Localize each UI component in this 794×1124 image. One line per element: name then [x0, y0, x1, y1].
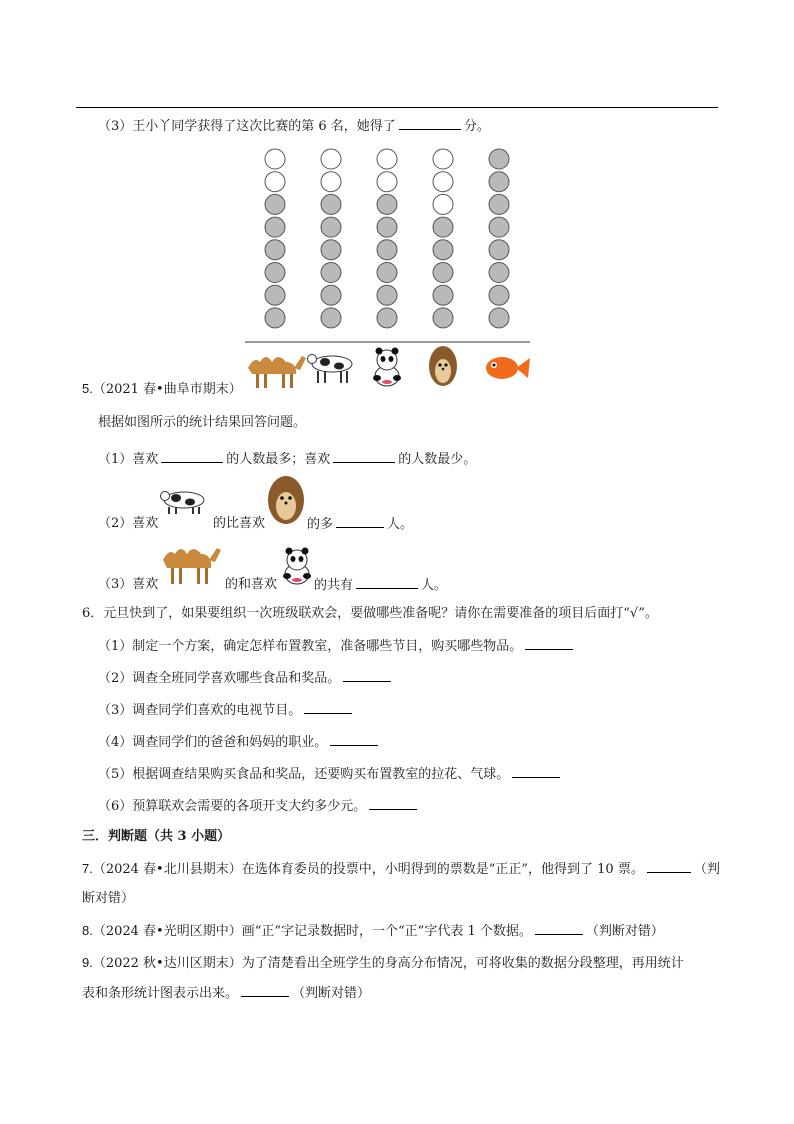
q7 — [82, 860, 720, 879]
q6-item-4 — [98, 733, 381, 752]
q5-intro: 根据如图所示的统计结果回答问题。 — [98, 415, 307, 430]
panda-circle-3 — [377, 263, 397, 283]
q5-p2-b: 的比喜欢 — [213, 516, 266, 531]
q9-line2 — [82, 984, 370, 1003]
cow-circle-6 — [321, 194, 341, 214]
goldfish-circle-2 — [489, 285, 509, 305]
panda-circle-1 — [377, 308, 397, 328]
q6-item-5 — [98, 765, 563, 784]
camel-circle-8 — [265, 149, 285, 169]
q5-p3-b: 的和喜欢 — [225, 577, 278, 592]
q7-number: 7. — [82, 861, 93, 876]
answer-blank[interactable] — [356, 576, 418, 589]
check-blank[interactable] — [369, 797, 417, 810]
goldfish-circle-3 — [489, 263, 509, 283]
hedgehog-circle-6 — [433, 194, 453, 214]
goldfish-circle-4 — [489, 240, 509, 260]
check-blank[interactable] — [512, 765, 560, 778]
camel-circle-6 — [265, 194, 285, 214]
hedgehog-circle-8 — [433, 149, 453, 169]
hedgehog-circle-3 — [433, 263, 453, 283]
camel-circle-3 — [265, 263, 285, 283]
q5-p1-a: （1）喜欢 — [98, 452, 159, 467]
cow-circle-5 — [321, 217, 341, 237]
q5-p3-d: 人。 — [421, 578, 448, 593]
panda-circle-2 — [377, 285, 397, 305]
check-blank[interactable] — [330, 733, 378, 746]
q5-p1-b: 的人数最多；喜欢 — [226, 452, 331, 467]
pictograph-chart — [240, 142, 540, 392]
camel-circle-2 — [265, 285, 285, 305]
q5-p2-d: 人。 — [387, 517, 414, 532]
hedgehog-circle-2 — [433, 285, 453, 305]
judge-blank[interactable] — [647, 860, 691, 873]
q9-source: （2022 秋•达川区期末） — [92, 956, 242, 971]
goldfish-circle-1 — [489, 308, 509, 328]
goldfish-circle-5 — [489, 217, 509, 237]
panda-circle-5 — [377, 217, 397, 237]
q5-part2-end — [307, 515, 413, 534]
cow-circle-8 — [321, 149, 341, 169]
judge-blank[interactable] — [535, 922, 583, 935]
q5-header — [82, 380, 242, 399]
q5-p1-c: 的人数最少。 — [398, 452, 477, 467]
panda-picture — [279, 546, 315, 586]
hedgehog-circle-1 — [433, 308, 453, 328]
cow-picture — [156, 484, 214, 526]
q5-source: （2021 春•曲阜市期末） — [92, 382, 242, 397]
q7-source: （2024 春•北川县期末） — [92, 862, 242, 877]
q6-item-text: （4）调查同学们的爸爸和妈妈的职业。 — [98, 735, 328, 750]
q5-p2-c: 的多 — [307, 517, 334, 532]
hedgehog-circle-5 — [433, 217, 453, 237]
hedgehog-circle-4 — [433, 240, 453, 260]
q6-item-3 — [98, 701, 355, 720]
q9-line2-text: 表和条形统计图表示出来。 — [82, 986, 239, 1001]
header-rule — [76, 107, 718, 108]
hedgehog-picture — [264, 472, 308, 526]
goldfish-icon — [486, 357, 530, 379]
q6-item-text: （5）根据调查结果购买食品和奖品，还要购买布置教室的拉花、气球。 — [98, 767, 510, 782]
camel-circle-1 — [265, 308, 285, 328]
q5-p3-c: 的共有 — [314, 578, 354, 593]
camel-icon — [248, 356, 306, 388]
judge-blank[interactable] — [241, 984, 289, 997]
q6-item-text: （3）调查同学们喜欢的电视节目。 — [98, 703, 302, 718]
answer-blank[interactable] — [399, 117, 461, 130]
q5-part3-end — [314, 576, 447, 595]
goldfish-circle-6 — [489, 194, 509, 214]
cow-circle-2 — [321, 285, 341, 305]
panda-circle-6 — [377, 194, 397, 214]
check-blank[interactable] — [304, 701, 352, 714]
q6-item-2 — [98, 669, 394, 688]
cow-circle-4 — [321, 240, 341, 260]
q8 — [82, 922, 664, 941]
answer-blank[interactable] — [333, 450, 395, 463]
camel-circle-7 — [265, 172, 285, 192]
q5-part3 — [98, 576, 158, 594]
goldfish-circle-7 — [489, 172, 509, 192]
camel-circle-5 — [265, 217, 285, 237]
q6-title: 6．元旦快到了，如果要组织一次班级联欢会，要做哪些准备呢？请你在需要准备的项目后面打“√”。 — [82, 606, 658, 621]
q7-line2: 断对错） — [82, 891, 135, 906]
q9-tail: （判断对错） — [292, 986, 371, 1001]
cow-icon — [308, 355, 353, 384]
check-blank[interactable] — [343, 669, 391, 682]
q8-tail: （判断对错） — [585, 924, 664, 939]
panda-circle-7 — [377, 172, 397, 192]
q4-part3-suffix: 分。 — [463, 119, 490, 134]
check-blank[interactable] — [525, 637, 573, 650]
q9-text: 为了清楚看出全班学生的身高分布情况，可将收集的数据分段整理，再用统计 — [241, 956, 684, 971]
panda-circle-4 — [377, 240, 397, 260]
q5-p2-a: （2）喜欢 — [98, 516, 159, 531]
cow-circle-1 — [321, 308, 341, 328]
q5-number: 5. — [82, 381, 93, 396]
panda-circle-8 — [377, 149, 397, 169]
q4-part3-text: （3）王小丫同学获得了这次比赛的第 6 名，她得了 — [98, 119, 396, 134]
panda-icon — [373, 348, 401, 387]
q5-part3-mid — [225, 576, 277, 594]
q6-item-text: （1）制定一个方案，确定怎样布置教室，准备哪些节目，购买哪些物品。 — [98, 639, 523, 654]
q5-part2-mid — [213, 515, 265, 533]
answer-blank[interactable] — [161, 450, 223, 463]
q5-part2 — [98, 515, 158, 533]
q8-text: 画“正”字记录数据时，一个“正”字代表 1 个数据。 — [241, 924, 532, 939]
q9 — [82, 954, 684, 973]
cow-circle-7 — [321, 172, 341, 192]
q8-number: 8. — [82, 923, 93, 938]
hedgehog-circle-7 — [433, 172, 453, 192]
q5-p3-a: （3）喜欢 — [98, 577, 159, 592]
q7-tail: （判 — [693, 862, 720, 877]
q6-item-6 — [98, 797, 420, 816]
hedgehog-icon — [429, 346, 457, 386]
q6-item-1 — [98, 637, 576, 656]
section-title: 三．判断题（共 3 小题） — [82, 829, 231, 844]
answer-blank[interactable] — [336, 515, 384, 528]
cow-circle-3 — [321, 263, 341, 283]
q9-number: 9. — [82, 955, 93, 970]
camel-picture — [155, 538, 225, 588]
q6-item-text: （6）预算联欢会需要的各项开支大约多少元。 — [98, 799, 367, 814]
q6-item-text: （2）调查全班同学喜欢哪些食品和奖品。 — [98, 671, 341, 686]
q8-source: （2024 春•光明区期中） — [92, 924, 242, 939]
q4-part3 — [98, 117, 490, 136]
q7-text: 在选体育委员的投票中，小明得到的票数是“正正”，他得到了 10 票。 — [241, 862, 644, 877]
goldfish-circle-8 — [489, 149, 509, 169]
camel-circle-4 — [265, 240, 285, 260]
q5-part1 — [98, 450, 476, 469]
